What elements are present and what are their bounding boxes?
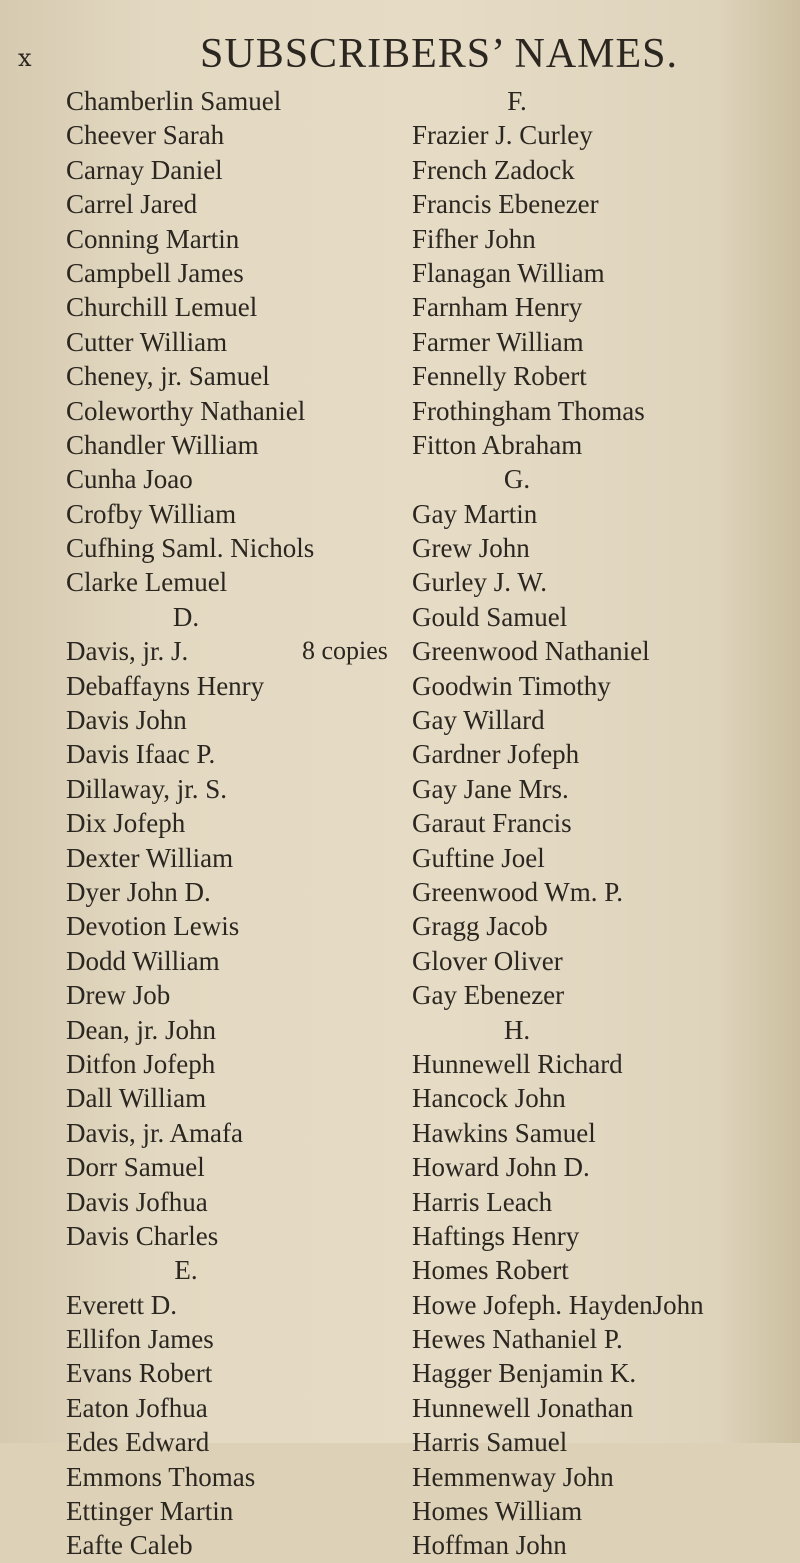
subscriber-name: Gay Jane Mrs. — [412, 773, 569, 804]
subscriber-entry — [66, 737, 446, 771]
section-letter — [412, 84, 622, 118]
subscriber-entry — [412, 600, 792, 634]
section-letter-text: G. — [503, 464, 531, 495]
subscriber-entry — [412, 1288, 792, 1322]
subscriber-entry — [412, 669, 792, 703]
subscriber-name: Gurley J. W. — [412, 567, 547, 598]
left-column — [66, 84, 446, 1563]
subscriber-entry — [66, 875, 446, 909]
subscriber-name: Conning Martin — [66, 223, 240, 254]
subscriber-entry — [66, 497, 446, 531]
subscriber-name: Eaton Jofhua — [66, 1392, 208, 1423]
section-letter-text: D. — [172, 601, 200, 632]
subscriber-entry — [412, 565, 792, 599]
subscriber-entry — [66, 325, 446, 359]
subscriber-name: Flanagan William — [412, 257, 605, 288]
subscriber-name: Hagger Benjamin K. — [412, 1358, 637, 1389]
subscriber-name: Homes Robert — [412, 1255, 569, 1286]
subscriber-entry — [412, 737, 792, 771]
subscriber-entry — [66, 1219, 446, 1253]
subscriber-name: Dean, jr. John — [66, 1014, 216, 1045]
subscriber-name: Farmer William — [412, 326, 584, 357]
subscriber-entry — [412, 290, 792, 324]
subscriber-entry — [412, 1425, 792, 1459]
subscriber-name: Cutter William — [66, 326, 228, 357]
subscriber-name: Cufhing Saml. Nichols — [66, 533, 315, 564]
subscriber-name: Dillaway, jr. S. — [66, 773, 227, 804]
subscriber-name: Haftings Henry — [412, 1220, 580, 1251]
subscriber-entry — [66, 1322, 446, 1356]
subscriber-entry — [412, 978, 792, 1012]
subscriber-entry — [66, 394, 446, 428]
right-column — [412, 84, 792, 1563]
copies-note: 8 copies — [302, 636, 388, 666]
subscriber-entry — [66, 1288, 446, 1322]
subscriber-name: Gould Samuel — [412, 601, 568, 632]
subscriber-entry — [66, 1460, 446, 1494]
subscriber-entry — [66, 118, 446, 152]
subscriber-entry — [412, 359, 792, 393]
subscriber-entry — [66, 806, 446, 840]
subscriber-entry — [412, 394, 792, 428]
subscriber-entry — [66, 1081, 446, 1115]
subscriber-name: Hemmenway John — [412, 1461, 614, 1492]
subscriber-name: Coleworthy Nathaniel — [66, 395, 306, 426]
subscriber-name: Crofby William — [66, 498, 237, 529]
subscriber-name: Davis Charles — [66, 1220, 219, 1251]
subscriber-name: Guftine Joel — [412, 842, 545, 873]
section-letter-text: H. — [503, 1014, 531, 1045]
subscriber-name: Devotion Lewis — [66, 911, 240, 942]
subscriber-name: Goodwin Timothy — [412, 670, 611, 701]
subscriber-entry — [412, 1219, 792, 1253]
subscriber-name: Hunnewell Richard — [412, 1048, 623, 1079]
subscriber-entry — [66, 841, 446, 875]
subscriber-name: Homes William — [412, 1496, 583, 1527]
subscriber-name: Davis, jr. Amafa — [66, 1117, 243, 1148]
section-letter-text: F. — [507, 86, 527, 116]
subscriber-entry — [412, 1047, 792, 1081]
subscriber-name: Eafte Caleb — [66, 1530, 193, 1561]
subscriber-name: Greenwood Nathaniel — [412, 636, 650, 667]
subscriber-name: Francis Ebenezer — [412, 189, 599, 220]
section-letter — [412, 462, 622, 496]
subscriber-entry — [66, 1047, 446, 1081]
subscriber-name: Gay Martin — [412, 498, 538, 529]
subscriber-name: Fitton Abraham — [412, 429, 583, 460]
subscriber-entry — [66, 703, 446, 737]
subscriber-name: Hancock John — [412, 1083, 566, 1114]
subscriber-name: Gay Willard — [412, 705, 545, 736]
subscriber-entry — [412, 1356, 792, 1390]
subscriber-name: Dix Jofeph — [66, 808, 186, 839]
subscriber-entry — [66, 531, 446, 565]
subscriber-entry — [412, 153, 792, 187]
subscriber-entry — [66, 462, 446, 496]
subscriber-name: Carnay Daniel — [66, 154, 223, 185]
subscriber-entry — [66, 84, 446, 118]
subscriber-name: Howe Jofeph. HaydenJohn — [412, 1289, 704, 1320]
subscriber-name: Chandler William — [66, 429, 259, 460]
section-letter — [66, 600, 306, 634]
subscriber-entry — [412, 1322, 792, 1356]
subscriber-entry — [412, 428, 792, 462]
subscriber-entry — [66, 153, 446, 187]
subscriber-entry — [412, 1150, 792, 1184]
subscriber-entry — [66, 669, 446, 703]
subscriber-entry — [412, 1253, 792, 1287]
subscriber-entry — [66, 1150, 446, 1184]
subscriber-name: Grew John — [412, 533, 530, 564]
subscriber-name: Edes Edward — [66, 1427, 210, 1458]
subscriber-name: Ditfon Jofeph — [66, 1048, 216, 1079]
subscriber-name: Gardner Jofeph — [412, 739, 580, 770]
subscriber-name: Frothingham Thomas — [412, 395, 645, 426]
subscriber-entry — [412, 497, 792, 531]
page-mark: x — [18, 44, 32, 72]
subscriber-name: Ellifon James — [66, 1324, 214, 1355]
subscriber-name: Dexter William — [66, 842, 234, 873]
section-letter — [412, 1013, 622, 1047]
section-letter-text: E. — [174, 1255, 198, 1286]
section-letter — [66, 1253, 306, 1287]
subscriber-entry — [66, 1391, 446, 1425]
subscriber-entry — [66, 978, 446, 1012]
subscriber-entry — [66, 909, 446, 943]
subscriber-name: Farnham Henry — [412, 292, 583, 323]
subscriber-name: Emmons Thomas — [66, 1461, 256, 1492]
subscriber-entry — [66, 1013, 446, 1047]
subscriber-entry — [412, 118, 792, 152]
subscriber-name: Gay Ebenezer — [412, 980, 565, 1011]
subscriber-name: Greenwood Wm. P. — [412, 876, 623, 907]
subscriber-name: Dorr Samuel — [66, 1152, 205, 1183]
subscriber-name: Harris Leach — [412, 1186, 553, 1217]
subscriber-entry — [412, 222, 792, 256]
subscriber-entry — [66, 565, 446, 599]
subscriber-entry — [412, 1528, 792, 1562]
subscriber-name: Chamberlin Samuel — [66, 86, 282, 116]
subscriber-entry — [66, 187, 446, 221]
subscriber-entry — [66, 1494, 446, 1528]
subscriber-entry — [412, 256, 792, 290]
subscriber-entry — [412, 875, 792, 909]
subscriber-name: Hawkins Samuel — [412, 1117, 596, 1148]
subscriber-entry — [66, 290, 446, 324]
subscriber-name: Clarke Lemuel — [66, 567, 228, 598]
subscriber-name: Churchill Lemuel — [66, 292, 258, 323]
subscriber-name: Drew Job — [66, 980, 171, 1011]
page-header — [0, 30, 800, 80]
subscriber-entry — [66, 1425, 446, 1459]
subscriber-name: Davis Jofhua — [66, 1186, 208, 1217]
subscriber-entry — [412, 806, 792, 840]
subscriber-name: Carrel Jared — [66, 189, 198, 220]
subscriber-entry — [412, 944, 792, 978]
subscriber-entry — [412, 634, 792, 668]
subscriber-entry — [66, 634, 446, 668]
subscriber-name: Campbell James — [66, 257, 244, 288]
subscriber-entry — [412, 1460, 792, 1494]
subscriber-entry — [66, 222, 446, 256]
subscriber-name: Harris Samuel — [412, 1427, 568, 1458]
subscriber-name: Cheney, jr. Samuel — [66, 361, 270, 392]
subscriber-name: Fifher John — [412, 223, 536, 254]
subscriber-entry — [66, 428, 446, 462]
subscriber-name: Evans Robert — [66, 1358, 213, 1389]
subscriber-name: Everett D. — [66, 1289, 177, 1320]
subscriber-name: French Zadock — [412, 154, 575, 185]
subscriber-name: Cheever Sarah — [66, 120, 225, 151]
subscriber-name: Dyer John D. — [66, 876, 211, 907]
subscriber-entry — [412, 1116, 792, 1150]
subscriber-entry — [412, 703, 792, 737]
subscriber-name: Cunha Joao — [66, 464, 193, 495]
subscriber-entry — [66, 359, 446, 393]
subscriber-name: Debaffayns Henry — [66, 670, 265, 701]
subscriber-name: Hewes Nathaniel P. — [412, 1324, 623, 1355]
subscriber-entry — [66, 944, 446, 978]
subscriber-entry — [66, 1116, 446, 1150]
subscriber-entry — [66, 1356, 446, 1390]
subscriber-name: Gragg Jacob — [412, 911, 548, 942]
subscriber-entry — [412, 1391, 792, 1425]
subscriber-entry — [66, 1528, 446, 1562]
subscriber-entry — [412, 841, 792, 875]
subscriber-name: Fennelly Robert — [412, 361, 587, 392]
subscriber-name: Howard John D. — [412, 1152, 590, 1183]
subscriber-entry — [412, 1081, 792, 1115]
subscriber-entry — [412, 1185, 792, 1219]
subscriber-name: Frazier J. Curley — [412, 120, 593, 151]
subscriber-entry — [66, 1185, 446, 1219]
subscriber-name: Dodd William — [66, 945, 220, 976]
subscriber-entry — [412, 531, 792, 565]
subscriber-name: Hoffman John — [412, 1530, 567, 1561]
subscriber-entry — [412, 909, 792, 943]
subscriber-name: Davis, jr. J. — [66, 636, 189, 667]
subscriber-name: Glover Oliver — [412, 945, 563, 976]
subscriber-entry — [66, 772, 446, 806]
subscriber-entry — [412, 1494, 792, 1528]
subscriber-name: Hunnewell Jonathan — [412, 1392, 634, 1423]
subscriber-entry — [66, 256, 446, 290]
subscriber-name: Ettinger Martin — [66, 1496, 234, 1527]
subscriber-name: Garaut Francis — [412, 808, 572, 839]
subscriber-name: Dall William — [66, 1083, 207, 1114]
subscriber-entry — [412, 325, 792, 359]
subscriber-name: Davis John — [66, 705, 187, 736]
running-title: SUBSCRIBERS’ NAMES. — [200, 31, 679, 77]
subscriber-name: Davis Ifaac P. — [66, 739, 216, 770]
subscriber-entry — [412, 772, 792, 806]
subscriber-entry — [412, 187, 792, 221]
